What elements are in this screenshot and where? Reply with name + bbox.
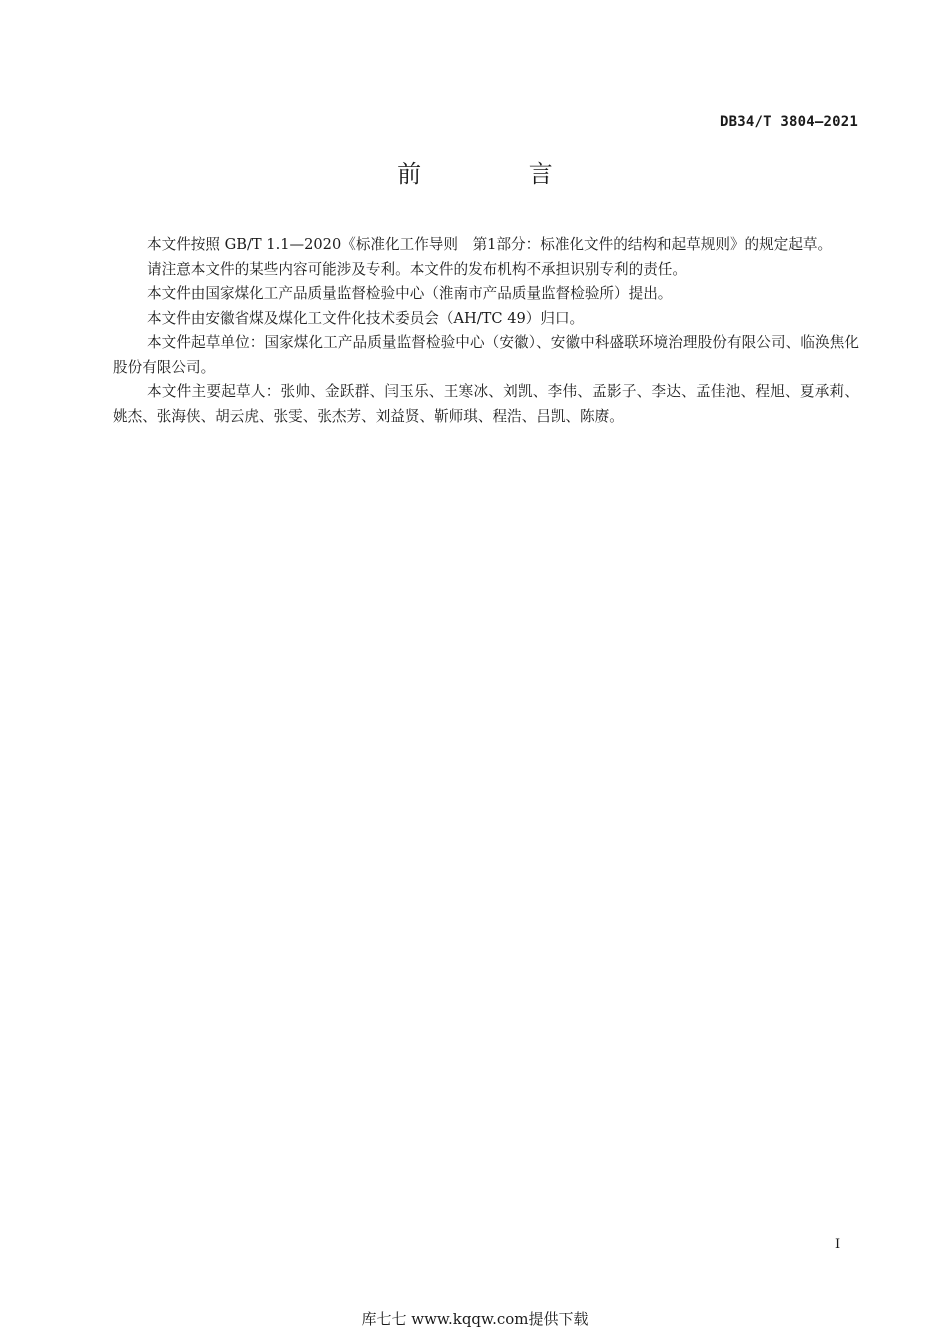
footer-watermark: 库七七 www.kqqw.com提供下载 bbox=[361, 1310, 589, 1328]
paragraph-drafting-rules: 本文件按照 GB/T 1.1—2020《标准化工作导则 第1部分：标准化文件的结构和起草规则》的规定起草。 bbox=[147, 236, 833, 253]
paragraph-drafters: 本文件主要起草人：张帅、金跃群、闫玉乐、王寒冰、刘凯、李伟、孟影子、李达、孟佳池、程旭、夏承莉、姚杰、张海侠、胡云虎、张雯、张杰芳、刘益贤、靳师琪、程浩、吕凯、陈赓。 bbox=[113, 383, 859, 425]
paragraph-proposer: 本文件由国家煤化工产品质量监督检验中心（淮南市产品质量监督检验所）提出。 bbox=[147, 285, 673, 302]
paragraph-drafting-units: 本文件起草单位：国家煤化工产品质量监督检验中心（安徽）、安徽中科盛联环境治理股份有限公司、临涣焦化股份有限公司。 bbox=[113, 334, 859, 376]
paragraph-committee: 本文件由安徽省煤及煤化工文件化技术委员会（AH/TC 49）归口。 bbox=[147, 309, 585, 327]
paragraph-patent-notice: 请注意本文件的某些内容可能涉及专利。本文件的发布机构不承担识别专利的责任。 bbox=[147, 260, 687, 278]
page-number: I bbox=[835, 1237, 841, 1252]
preface-body bbox=[113, 233, 859, 429]
document-code: DB34/T 3804—2021 bbox=[719, 114, 858, 130]
page-title: 前 言 bbox=[397, 160, 603, 188]
